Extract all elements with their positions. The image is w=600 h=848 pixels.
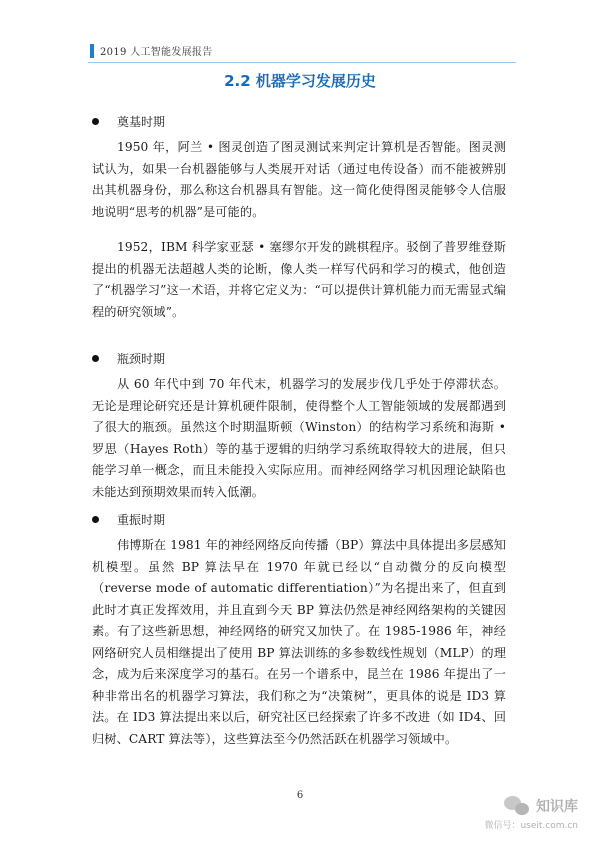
header-text: 2019 人工智能发展报告 <box>100 47 213 58</box>
wechat-icon <box>504 796 530 816</box>
header-rule <box>88 62 516 63</box>
paragraph: 1950 年，阿兰 • 图灵创造了图灵测试来判定计算机是否智能。图灵测试认为，如果一台机器能够与人类展开对话（通过电传设备）而不能被辨别出其机器身份，那么称这台机器具有智能。这一简化使得图灵能够令人信服地说明“思考的机器”是可能的。 <box>92 140 506 219</box>
bullet-heading-text: 重振时期 <box>117 513 166 527</box>
bullet-heading-3 <box>92 511 165 528</box>
bullet-dot-icon <box>92 355 99 362</box>
bullet-heading-text: 瓶颈时期 <box>117 352 166 366</box>
bullet-heading-text: 奠基时期 <box>117 115 166 129</box>
section-title: 2.2 机器学习发展历史 <box>224 72 376 90</box>
page-number: 6 <box>296 790 304 801</box>
bullet-heading-2 <box>92 350 165 367</box>
paragraph: 1952，IBM 科学家亚瑟 • 塞缪尔开发的跳棋程序。驳倒了普罗维登斯提出的机器无法超越人类的论断，像人类一样写代码和学习的模式，他创造了“机器学习”这一术语，并将它定义为：“可以提供计算机能力而无需显式编程的研究领域”。 <box>92 240 506 319</box>
header-accent-bar <box>90 44 94 58</box>
paragraph: 从 60 年代中到 70 年代末，机器学习的发展步伐几乎处于停滞状态。无论是理论研究还是计算机硬件限制，使得整个人工智能领域的发展都遇到了很大的瓶颈。虽然这个时期温斯顿（Winston）的结构学习系统和海斯 • 罗思（Hayes Roth）等的基于逻辑的归纳学习系统取得较大的进展，但只能学习单一概念，而且未能投入实际应用。而神经网络学习机因理论缺陷也未能达到预期效果而转入低潮。 <box>92 377 506 499</box>
watermark <box>484 796 578 831</box>
watermark-subtitle: 微信号：useit.com.cn <box>484 821 578 831</box>
bullet-dot-icon <box>92 118 99 125</box>
report-header <box>90 43 213 58</box>
paragraph: 伟博斯在 1981 年的神经网络反向传播（BP）算法中具体提出多层感知机模型。虽然 BP 算法早在 1970 年就已经以“自动微分的反向模型（reverse mode of automatic differentiation）”为名提出来了，但直到此时才真正发挥效用，并且直到今天 BP 算法仍然是神经网络架构的关键因素。有了这些新思想，神经网络的研究又加快了。在 1985-1986 年，神经网络研究人员相继提出了使用 BP 算法训练的多参数线性规划（MLP）的理念，成为后来深度学习的基石。在另一个谱系中，昆兰在 1986 年提出了一种非常出名的机器学习算法，我们称之为“决策树”，更具体的说是 ID3 算法。在 ID3 算法提出来以后，研究社区已经探索了许多不改进（如 ID4、回归树、CART 算法等），这些算法至今仍然活跃在机器学习领域中。 <box>92 538 506 746</box>
bullet-dot-icon <box>92 516 99 523</box>
bullet-heading-1 <box>92 113 165 130</box>
watermark-name: 知识库 <box>536 799 578 815</box>
